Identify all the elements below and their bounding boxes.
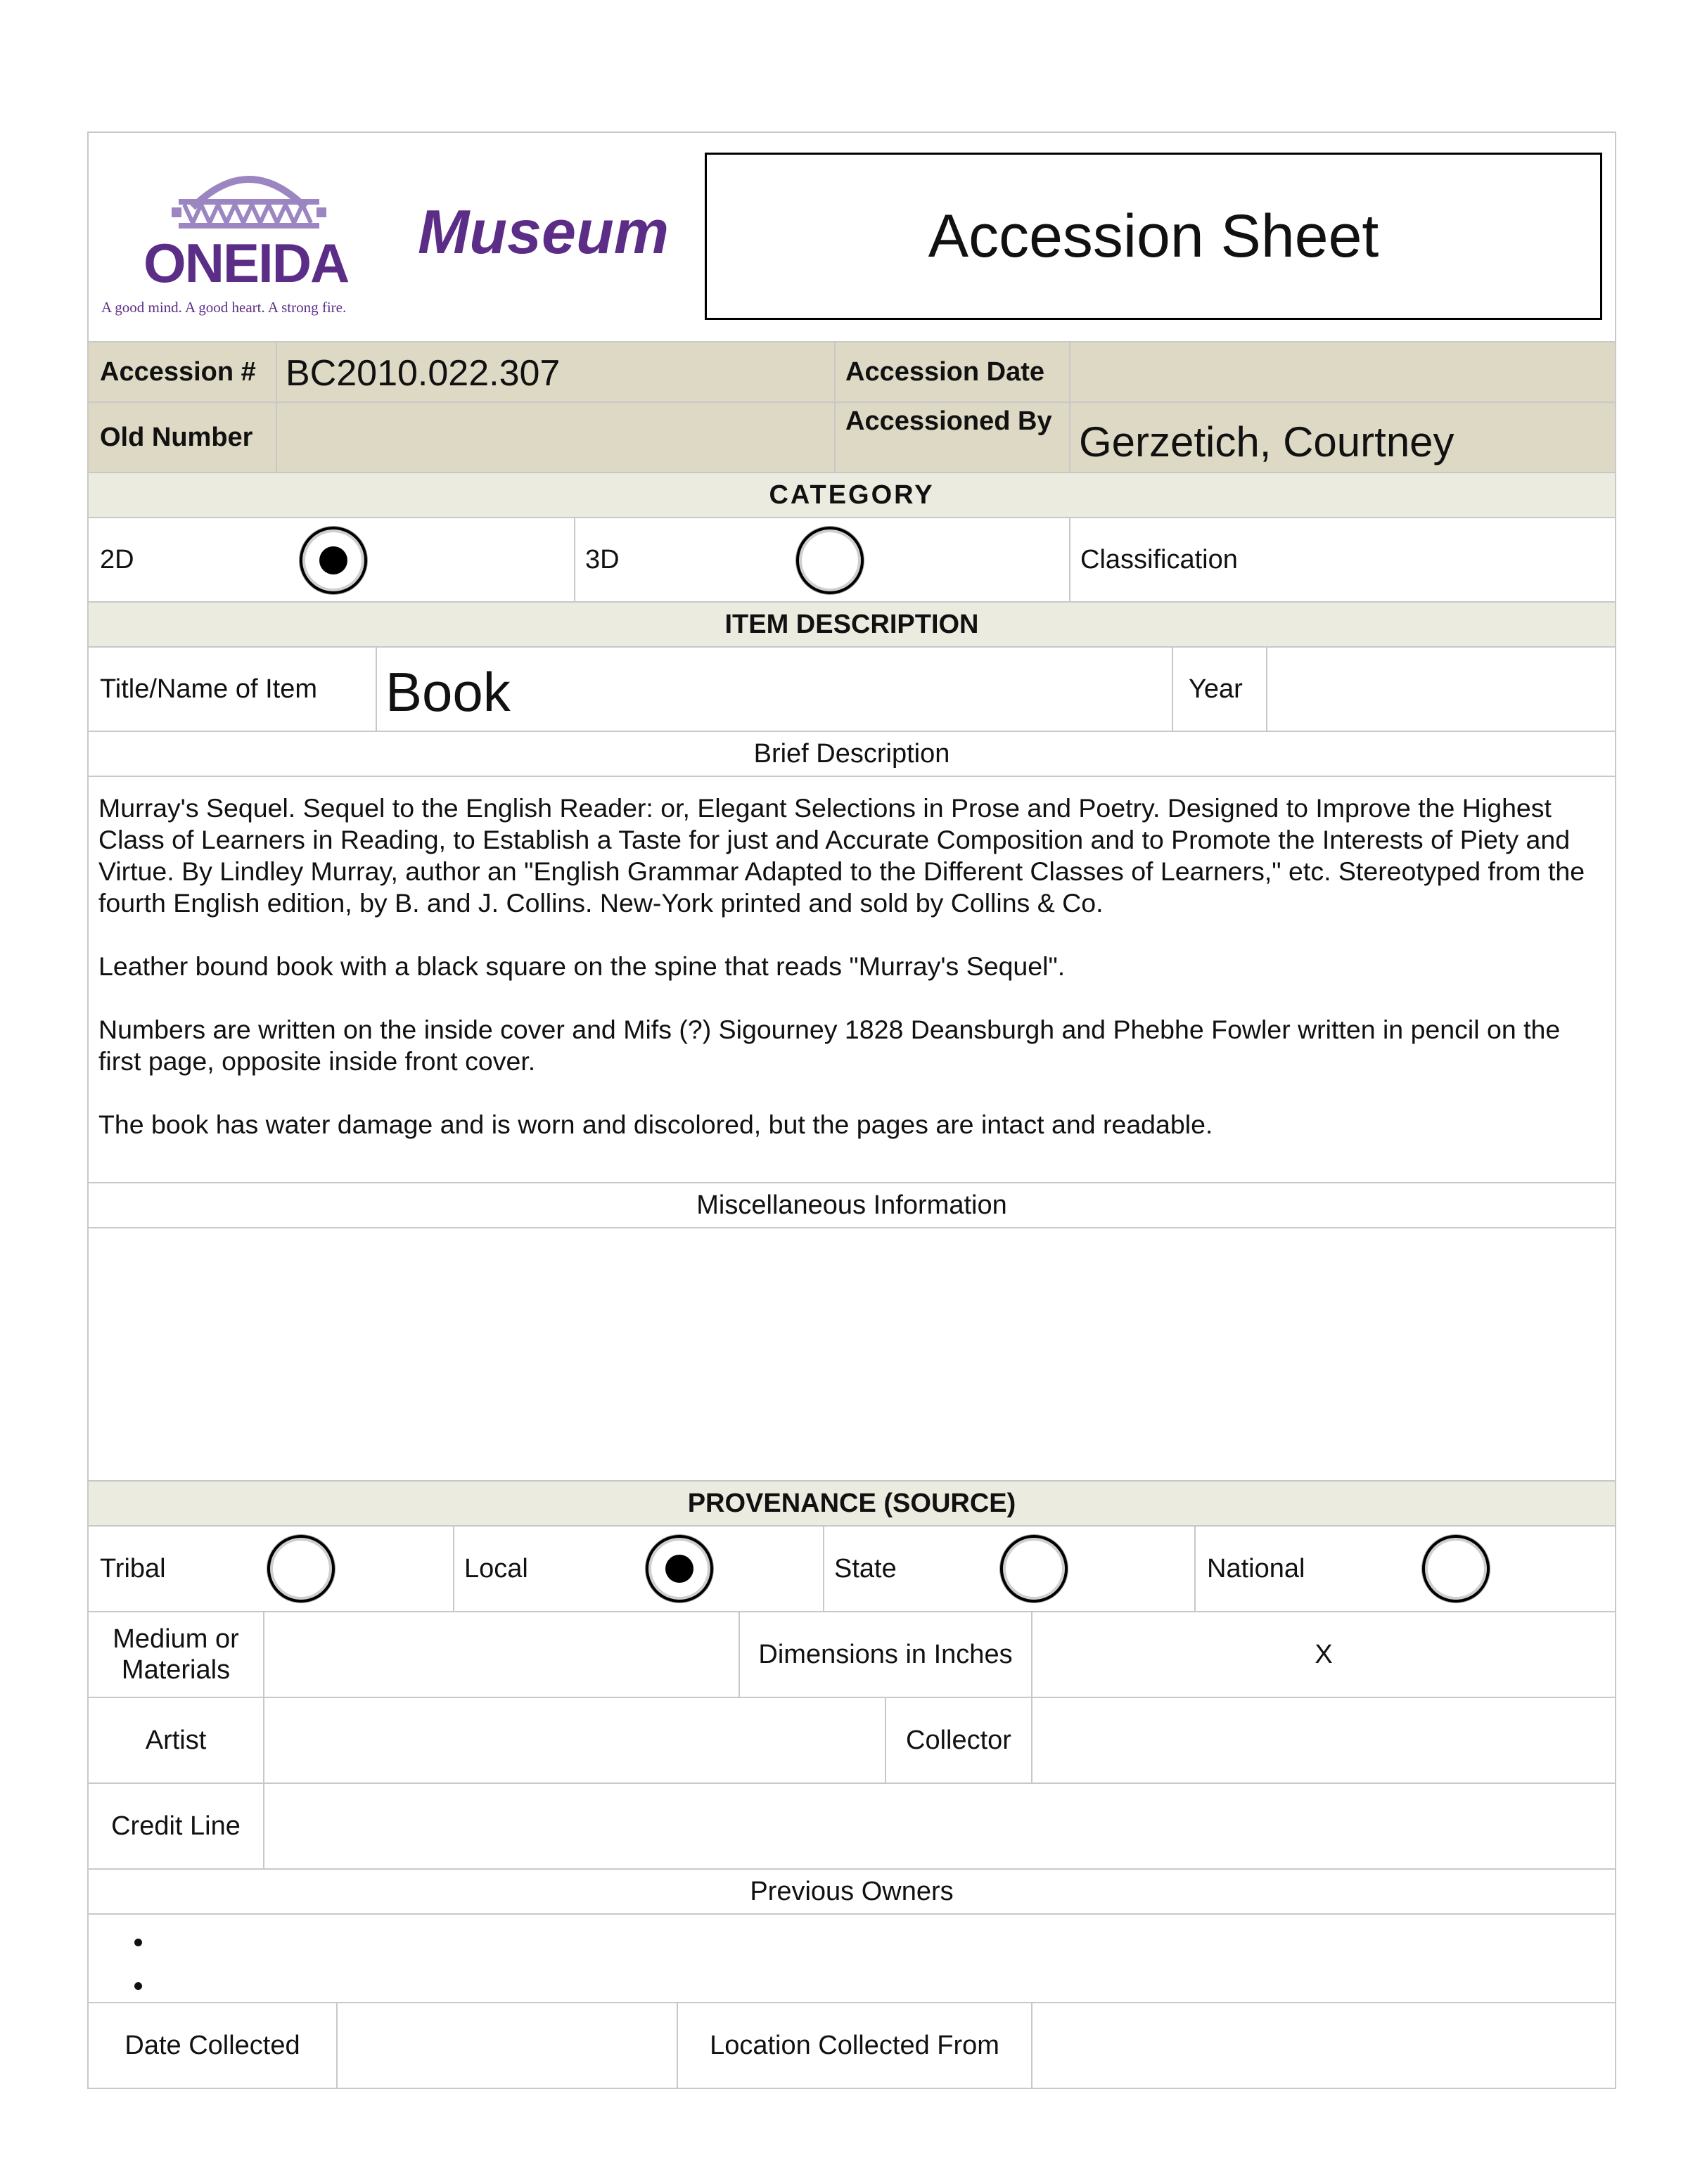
location-collected-label: Location Collected From <box>710 2030 999 2060</box>
collection-row <box>89 2003 1615 2089</box>
previous-owner-item <box>155 1964 1615 2008</box>
category-heading <box>89 473 1615 518</box>
medium-label: Medium or Materials <box>113 1624 239 1685</box>
local-label: Local <box>464 1553 528 1584</box>
accessioned-by-value[interactable]: Gerzetich, Courtney <box>1079 418 1454 465</box>
title-value[interactable]: Book <box>385 660 511 723</box>
artist-value[interactable] <box>273 1698 878 1782</box>
title-label: Title/Name of Item <box>100 674 318 704</box>
dimensions-value[interactable]: X <box>1315 1639 1333 1669</box>
option-2d-label: 2D <box>100 544 134 574</box>
radio-tribal[interactable] <box>267 1535 335 1602</box>
header <box>89 133 1615 341</box>
item-description-heading-text: ITEM DESCRIPTION <box>724 609 979 639</box>
brief-description-label-text: Brief Description <box>753 738 950 769</box>
previous-owners-label <box>89 1870 1615 1915</box>
date-collected-value[interactable] <box>346 2003 670 2088</box>
year-label: Year <box>1189 674 1243 704</box>
option-3d-label: 3D <box>585 544 620 574</box>
sheet-title-box <box>705 153 1602 320</box>
logo-tagline: A good mind. A good heart. A strong fire. <box>101 299 347 316</box>
old-number-label: Old Number <box>100 422 253 452</box>
collector-label: Collector <box>906 1725 1011 1755</box>
location-collected-value[interactable] <box>1042 2003 1605 2088</box>
item-description-heading <box>89 603 1615 648</box>
collector-value[interactable] <box>1042 1698 1605 1782</box>
misc-info-label <box>89 1183 1615 1228</box>
radio-2d-dot <box>319 546 347 574</box>
provenance-heading <box>89 1482 1615 1527</box>
medium-value[interactable] <box>273 1612 730 1697</box>
description-paragraph: Leather bound book with a black square on the spine that reads "Murray's Sequel". <box>98 951 1066 981</box>
radio-3d[interactable] <box>796 527 864 594</box>
date-collected-label: Date Collected <box>124 2030 300 2060</box>
state-label: State <box>834 1553 897 1584</box>
misc-info-label-text: Miscellaneous Information <box>696 1190 1007 1220</box>
museum-label: Museum <box>418 197 669 266</box>
accession-date-value[interactable] <box>1073 342 1608 402</box>
credit-line-value[interactable] <box>273 1784 1602 1868</box>
description-paragraph: Numbers are written on the inside cover and Mifs (?) Sigourney 1828 Deansburgh and Phebhe Fowler written in pencil on the first page, opposite inside front cover. <box>98 1015 1561 1076</box>
sheet-title: Accession Sheet <box>928 202 1379 270</box>
logo-text: ONEIDA <box>143 232 349 294</box>
oneida-logo <box>101 158 397 327</box>
accession-date-label: Accession Date <box>845 356 1045 387</box>
artist-label: Artist <box>145 1725 207 1755</box>
previous-owners-list[interactable] <box>89 1915 1615 2003</box>
tribal-label: Tribal <box>100 1553 166 1584</box>
year-value[interactable] <box>1277 648 1608 731</box>
credit-line-row <box>89 1784 1615 1870</box>
previous-owners-label-text: Previous Owners <box>750 1876 954 1906</box>
old-number-value[interactable] <box>286 403 827 472</box>
accession-row-2 <box>89 403 1615 473</box>
radio-2d[interactable] <box>300 527 367 594</box>
provenance-heading-text: PROVENANCE (SOURCE) <box>687 1488 1016 1518</box>
accessioned-by-label: Accessioned By <box>845 406 1052 436</box>
credit-line-label: Credit Line <box>111 1811 241 1841</box>
accession-sheet <box>87 131 1616 2089</box>
description-paragraph: Murray's Sequel. Sequel to the English Reader: or, Elegant Selections in Prose and Poetry. Designed to Improve the Highest Class of Learners in Reading, to Establish a Taste for just and Accurate Composition and to Promote the Interests of Piety and Virtue. By Lindley Murray, author an "English Grammar Adapted to the Different Classes of Learners," etc. Stereotyped from the fourth English edition, by B. and J. Collins. New-York printed and sold by Collins & Co. <box>98 793 1585 918</box>
brief-description-body[interactable] <box>89 777 1615 1183</box>
category-heading-text: CATEGORY <box>769 480 935 510</box>
materials-row <box>89 1612 1615 1698</box>
longhouse-arch-icon <box>101 158 397 243</box>
classification-label: Classification <box>1080 544 1238 574</box>
source-row <box>89 1527 1615 1612</box>
national-label: National <box>1207 1553 1305 1584</box>
misc-info-body[interactable] <box>89 1228 1615 1482</box>
artist-row <box>89 1698 1615 1784</box>
accession-number-value[interactable]: BC2010.022.307 <box>286 353 561 394</box>
radio-local-dot <box>665 1555 693 1583</box>
dimensions-label: Dimensions in Inches <box>758 1639 1013 1669</box>
radio-local[interactable] <box>646 1535 713 1602</box>
brief-description-label <box>89 732 1615 777</box>
previous-owner-item <box>155 1920 1615 1964</box>
description-paragraph: The book has water damage and is worn and discolored, but the pages are intact and readable. <box>98 1110 1213 1139</box>
radio-state[interactable] <box>1000 1535 1068 1602</box>
accession-row-1 <box>89 341 1615 403</box>
radio-national[interactable] <box>1422 1535 1490 1602</box>
title-row <box>89 648 1615 732</box>
accession-number-label: Accession # <box>100 356 256 387</box>
category-row <box>89 518 1615 603</box>
